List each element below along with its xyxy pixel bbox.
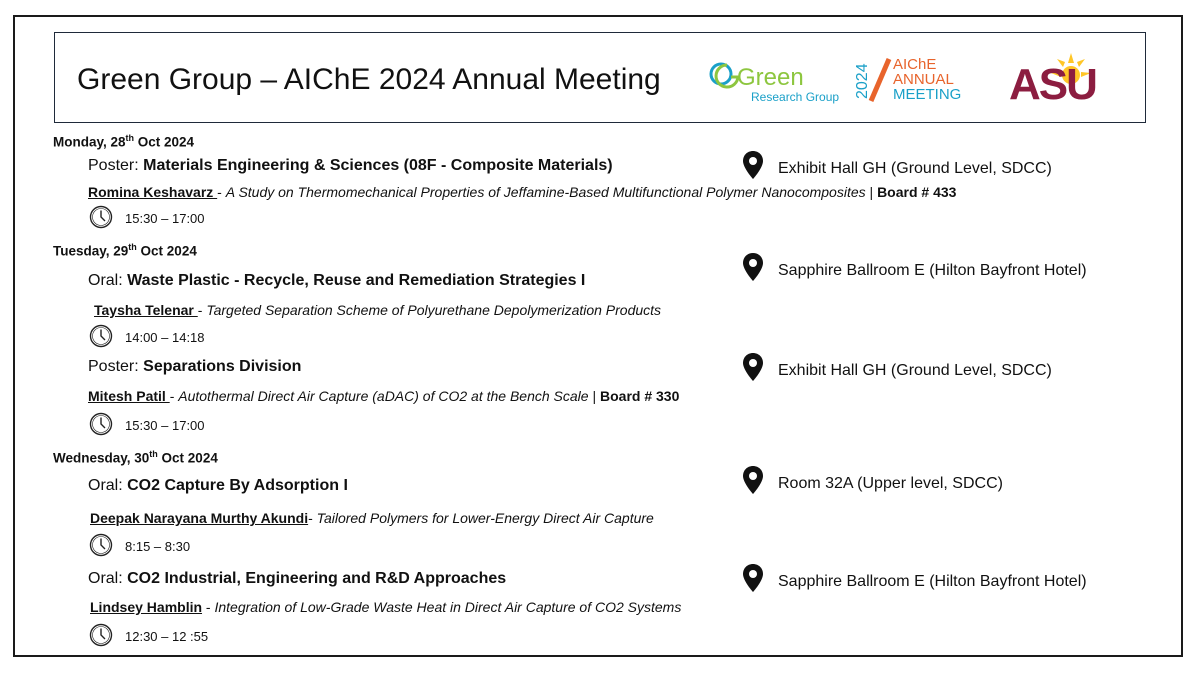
green-group-logo: [707, 55, 847, 105]
presentation-line: Deepak Narayana Murthy Akundi- Tailored Polymers for Lower-Energy Direct Air Capture: [90, 510, 654, 526]
aiche-logo-line2: ANNUAL: [893, 71, 954, 88]
page-title: Green Group – AIChE 2024 Annual Meeting: [77, 63, 661, 96]
asu-logo: [1005, 49, 1125, 111]
presentation-line: Mitesh Patil - Autothermal Direct Air Capture (aDAC) of CO2 at the Bench Scale | Board # 330: [88, 388, 680, 404]
clock-icon: [89, 412, 113, 436]
session-time: 14:00 – 14:18: [125, 330, 205, 345]
header-box: [54, 32, 1146, 123]
clock-icon: [89, 623, 113, 647]
session-location: Room 32A (Upper level, SDCC): [778, 475, 1003, 492]
presentation-line: Taysha Telenar - Targeted Separation Scheme of Polyurethane Depolymerization Products: [94, 302, 662, 318]
day-heading-tuesday: Tuesday, 29th Oct 2024: [53, 242, 197, 259]
session-time: 15:30 – 17:00: [125, 211, 205, 226]
session-time: 8:15 – 8:30: [125, 539, 191, 554]
presentation-line: Romina Keshavarz - A Study on Thermomechanical Properties of Jeffamine-Based Multifunctional Polymer Nanocomposites | Board # 433: [88, 184, 957, 200]
green-logo-word: Green: [737, 64, 804, 91]
location-pin-icon: [742, 150, 764, 180]
session-title: Oral: Waste Plastic - Recycle, Reuse and Remediation Strategies I: [88, 272, 586, 289]
aiche-logo-year: 2024: [854, 63, 871, 99]
asu-logo-text: ASU: [1009, 60, 1096, 109]
location-pin-icon: [742, 352, 764, 382]
session-title: Poster: Separations Division: [88, 358, 302, 375]
session-time: 12:30 – 12 :55: [125, 629, 209, 644]
clock-icon: [89, 205, 113, 229]
session-location: Sapphire Ballroom E (Hilton Bayfront Hotel): [778, 573, 1087, 590]
session-time: 15:30 – 17:00: [125, 418, 205, 433]
green-logo-sub: Research Group: [751, 90, 840, 104]
session-location: Exhibit Hall GH (Ground Level, SDCC): [778, 160, 1052, 177]
aiche-annual-meeting-logo: [851, 51, 991, 109]
session-location: Exhibit Hall GH (Ground Level, SDCC): [778, 362, 1052, 379]
day-heading-monday: Monday, 28th Oct 2024: [53, 133, 195, 150]
session-title: Oral: CO2 Capture By Adsorption I: [88, 477, 348, 494]
day-heading-wednesday: Wednesday, 30th Oct 2024: [53, 449, 218, 466]
location-pin-icon: [742, 465, 764, 495]
session-title: Oral: CO2 Industrial, Engineering and R&D Approaches: [88, 570, 507, 587]
session-title: Poster: Materials Engineering & Sciences (08F - Composite Materials): [88, 157, 613, 174]
session-location: Sapphire Ballroom E (Hilton Bayfront Hotel): [778, 262, 1087, 279]
location-pin-icon: [742, 563, 764, 593]
location-pin-icon: [742, 252, 764, 282]
aiche-logo-line1: AIChE: [893, 56, 937, 73]
clock-icon: [89, 324, 113, 348]
presentation-line: Lindsey Hamblin - Integration of Low-Grade Waste Heat in Direct Air Capture of CO2 Systems: [90, 599, 682, 615]
aiche-logo-line3: MEETING: [893, 86, 962, 103]
clock-icon: [89, 533, 113, 557]
